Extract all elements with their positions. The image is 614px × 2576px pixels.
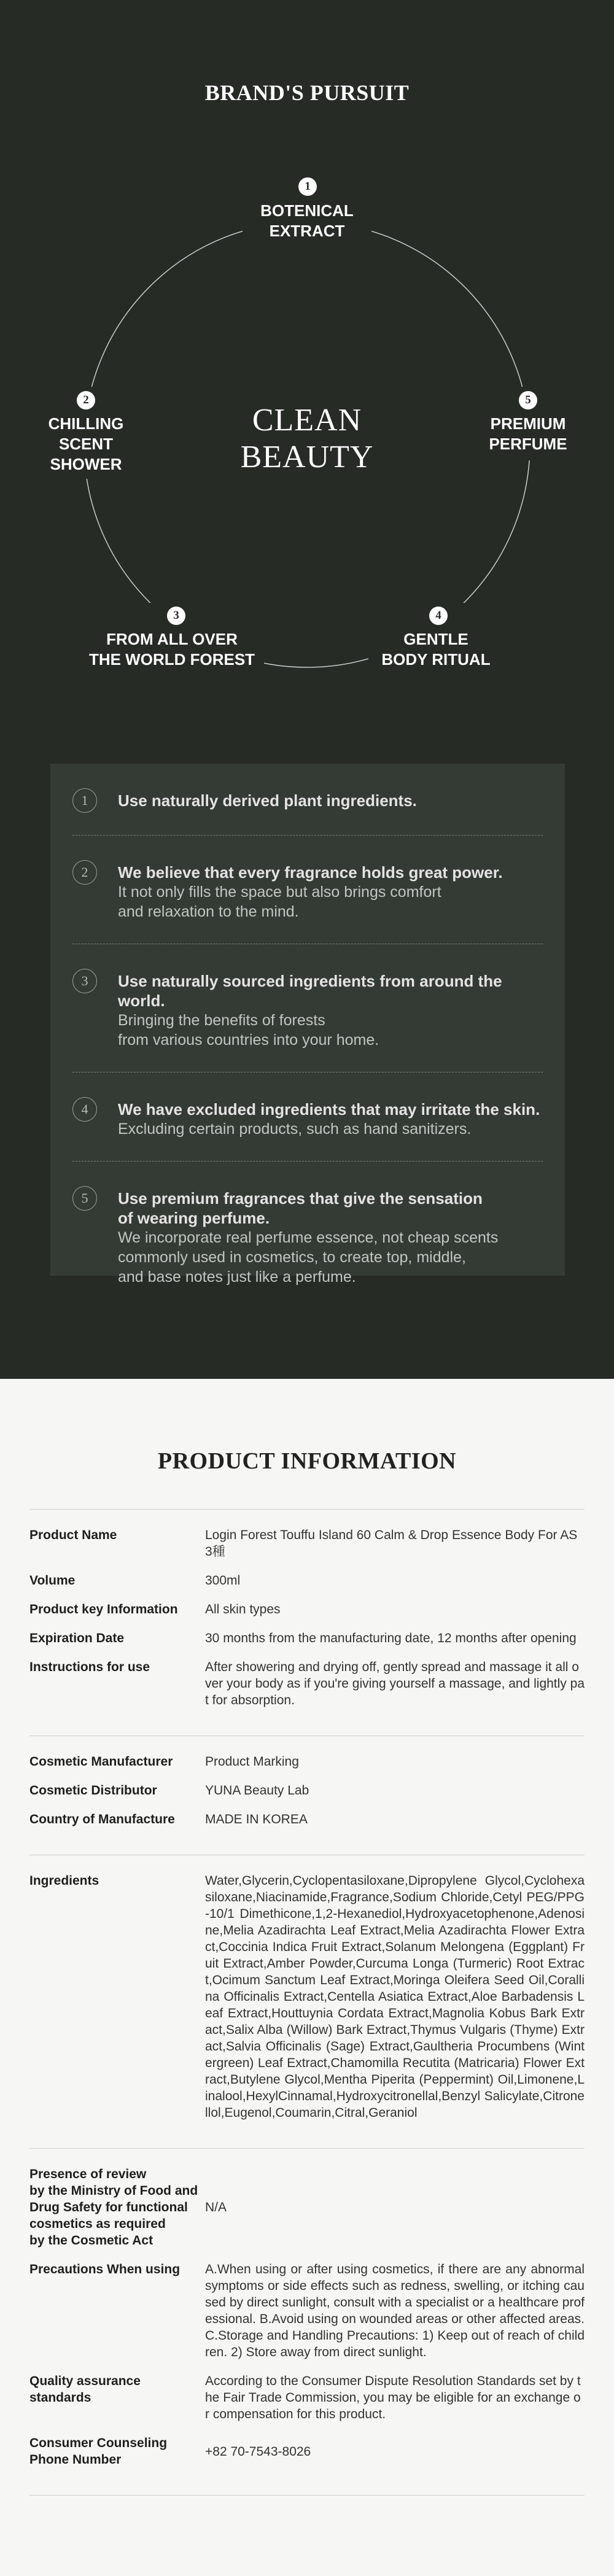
product-information-title: PRODUCT INFORMATION xyxy=(157,1448,457,1474)
node-label-chilling-scent-shower: CHILLING SCENT SHOWER xyxy=(48,414,124,473)
info-row-expiration-date xyxy=(29,1630,585,1647)
info-value: 300ml xyxy=(205,1573,241,1588)
info-label: Cosmetic Distributor xyxy=(29,1783,157,1798)
info-label: Precautions When using xyxy=(29,2262,181,2276)
info-value: 30 months from the manufacturing date, 12 months after opening xyxy=(205,1631,577,1645)
info-label: Expiration Date xyxy=(29,1631,125,1645)
feature-description: We incorporate real perfume essence, not cheap scents commonly used in cosmetics, to create top, middle, and base notes just like a perfume. xyxy=(118,1229,499,1286)
feature-list xyxy=(50,764,565,1286)
feature-item xyxy=(72,1162,543,1309)
info-group-ingredients xyxy=(29,1855,585,2149)
info-value: After showering and drying off, gently spread and massage it all over your body as if you're giving yourself a massage, and lightly pat for absorption. xyxy=(205,1660,585,1707)
feature-number: 3 xyxy=(72,969,97,993)
info-row-product-name xyxy=(29,1527,585,1560)
pursuit-circle xyxy=(0,0,614,700)
product-information-section xyxy=(0,1379,614,2496)
info-value: According to the Consumer Dispute Resolution Standards set by the Fair Trade Commission, you may be eligible for an exchange or compensation for this product. xyxy=(205,2374,581,2421)
info-row-country xyxy=(29,1811,585,1828)
info-value: YUNA Beauty Lab xyxy=(205,1783,309,1798)
feature-title: We have excluded ingredients that may irritate the skin. xyxy=(118,1100,540,1119)
node-label-premium-perfume: PREMIUM PERFUME xyxy=(489,414,567,453)
feature-number: 2 xyxy=(72,860,97,885)
info-label: Country of Manufacture xyxy=(29,1812,175,1826)
node-label-botenical-extract: BOTENICAL EXTRACT xyxy=(260,201,354,240)
info-value: +82 70-7543-8026 xyxy=(205,2444,311,2459)
info-row-manufacturer xyxy=(29,1753,585,1770)
feature-number: 5 xyxy=(72,1186,97,1211)
info-label: Product key Information xyxy=(29,1602,178,1616)
node-number-4: 4 xyxy=(429,607,448,625)
info-label: Consumer Counseling Phone Number xyxy=(29,2436,168,2467)
info-row-volume xyxy=(29,1572,585,1589)
feature-description: It not only fills the space but also brings comfort and relaxation to the mind. xyxy=(118,883,441,920)
info-value: Product Marking xyxy=(205,1755,299,1769)
feature-title: We believe that every fragrance holds great power. xyxy=(118,863,503,882)
brand-pursuit-title: BRAND'S PURSUIT xyxy=(204,80,410,105)
info-label: Instructions for use xyxy=(29,1660,150,1674)
info-value: N/A xyxy=(205,2200,227,2214)
info-row-precautions xyxy=(29,2261,585,2361)
info-row-distributor xyxy=(29,1782,585,1799)
info-label: Presence of review by the Ministry of Food and Drug Safety for functional cosmetics as required by the Cosmetic Act xyxy=(29,2167,198,2248)
feature-number: 1 xyxy=(72,788,97,813)
info-label: Volume xyxy=(29,1573,76,1588)
info-label: Quality assurance standards xyxy=(29,2374,141,2405)
node-number-2: 2 xyxy=(77,391,95,409)
feature-title: Use naturally derived plant ingredients. xyxy=(118,791,417,810)
info-row-phone-number xyxy=(29,2435,585,2468)
info-row-instructions xyxy=(29,1659,585,1709)
info-value: Water,Glycerin,Cyclopentasiloxane,Dipropylene Glycol,Cyclohexasiloxane,Niacinamide,Fragrance,Sodium Chloride,Cetyl PEG/PPG-10/1 Dimethicone,1,2-Hexanediol,Hydroxyacetophenone,Adenosine,Melia Azadirachta Leaf Extract,Melia Azadirachta Flower Extract,Coccinia Indica Fruit Extract,Solanum Melongena (Eggplant) Fruit Extract,Amber Powder,Curcuma Longa (Turmeric) Root Extract,Ocimum Sanctum Leaf Extract,Moringa Oleifera Seed Oil,Corallina Officinalis Extract,Centella Asiatica Extract,Aloe Barbadensis Leaf Extract,Houttuynia Cordata Extract,Magnolia Kobus Bark Extract,Salix Alba (Willow) Bark Extract,Thymus Vulgaris (Thyme) Extract,Salvia Officinalis (Sage) Extract,Gaultheria Procumbens (Wintergreen) Leaf Extract,Chamomilla Recutita (Matricaria) Flower Extract,Butylene Glycol,Mentha Piperita (Peppermint) Oil,Limonene,Linalool,HexylCinnamal,Hydroxycitronellal,Benzyl Salicylate,Citronellol,Eugenol,Coumarin,Citral,Geraniol xyxy=(205,1874,585,2120)
feature-title: Use naturally sourced ingredients from around the world. xyxy=(118,972,502,1010)
info-label: Ingredients xyxy=(29,1874,99,1888)
info-group-basic xyxy=(29,1510,585,1736)
product-information-table xyxy=(29,1509,585,2496)
feature-item xyxy=(72,1073,543,1162)
info-row-key-information xyxy=(29,1601,585,1618)
node-number-5: 5 xyxy=(519,391,537,409)
info-label: Product Name xyxy=(29,1528,117,1542)
info-value: MADE IN KOREA xyxy=(205,1812,308,1826)
node-number-3: 3 xyxy=(167,607,185,625)
feature-item xyxy=(72,836,543,944)
feature-number: 4 xyxy=(72,1097,97,1122)
node-label-gentle-body-ritual: GENTLE BODY RITUAL xyxy=(381,630,491,669)
feature-item xyxy=(72,764,543,836)
info-label: Cosmetic Manufacturer xyxy=(29,1755,173,1769)
feature-description: Bringing the benefits of forests from various countries into your home. xyxy=(118,1012,379,1049)
node-number-1: 1 xyxy=(298,177,317,196)
info-value: Login Forest Touffu Island 60 Calm & Drop Essence Body For AS 3種 xyxy=(205,1528,578,1559)
info-group-manufacturer xyxy=(29,1736,585,1855)
feature-item xyxy=(72,944,543,1073)
info-group-safety xyxy=(29,2149,585,2496)
info-row-quality-assurance xyxy=(29,2373,585,2423)
info-value: All skin types xyxy=(205,1602,281,1616)
feature-title: Use premium fragrances that give the sensation of wearing perfume. xyxy=(118,1189,483,1227)
feature-description: Excluding certain products, such as hand sanitizers. xyxy=(118,1120,472,1138)
node-label-forest: FROM ALL OVER THE WORLD FOREST xyxy=(88,630,255,669)
info-row-review-presence xyxy=(29,2166,585,2249)
info-value: A.When using or after using cosmetics, if there are any abnormal symptoms or side effects such as redness, swelling, or itching caused by direct sunlight, consult with a specialist or a healthcare professional. B.Avoid using on wounded areas or other affected areas. C.Storage and Handling Precautions: 1) Keep out of reach of children. 2) Store away from direct sunlight. xyxy=(205,2262,585,2359)
info-row-ingredients xyxy=(29,1872,585,2121)
clean-beauty-title: CLEAN BEAUTY xyxy=(240,403,374,475)
